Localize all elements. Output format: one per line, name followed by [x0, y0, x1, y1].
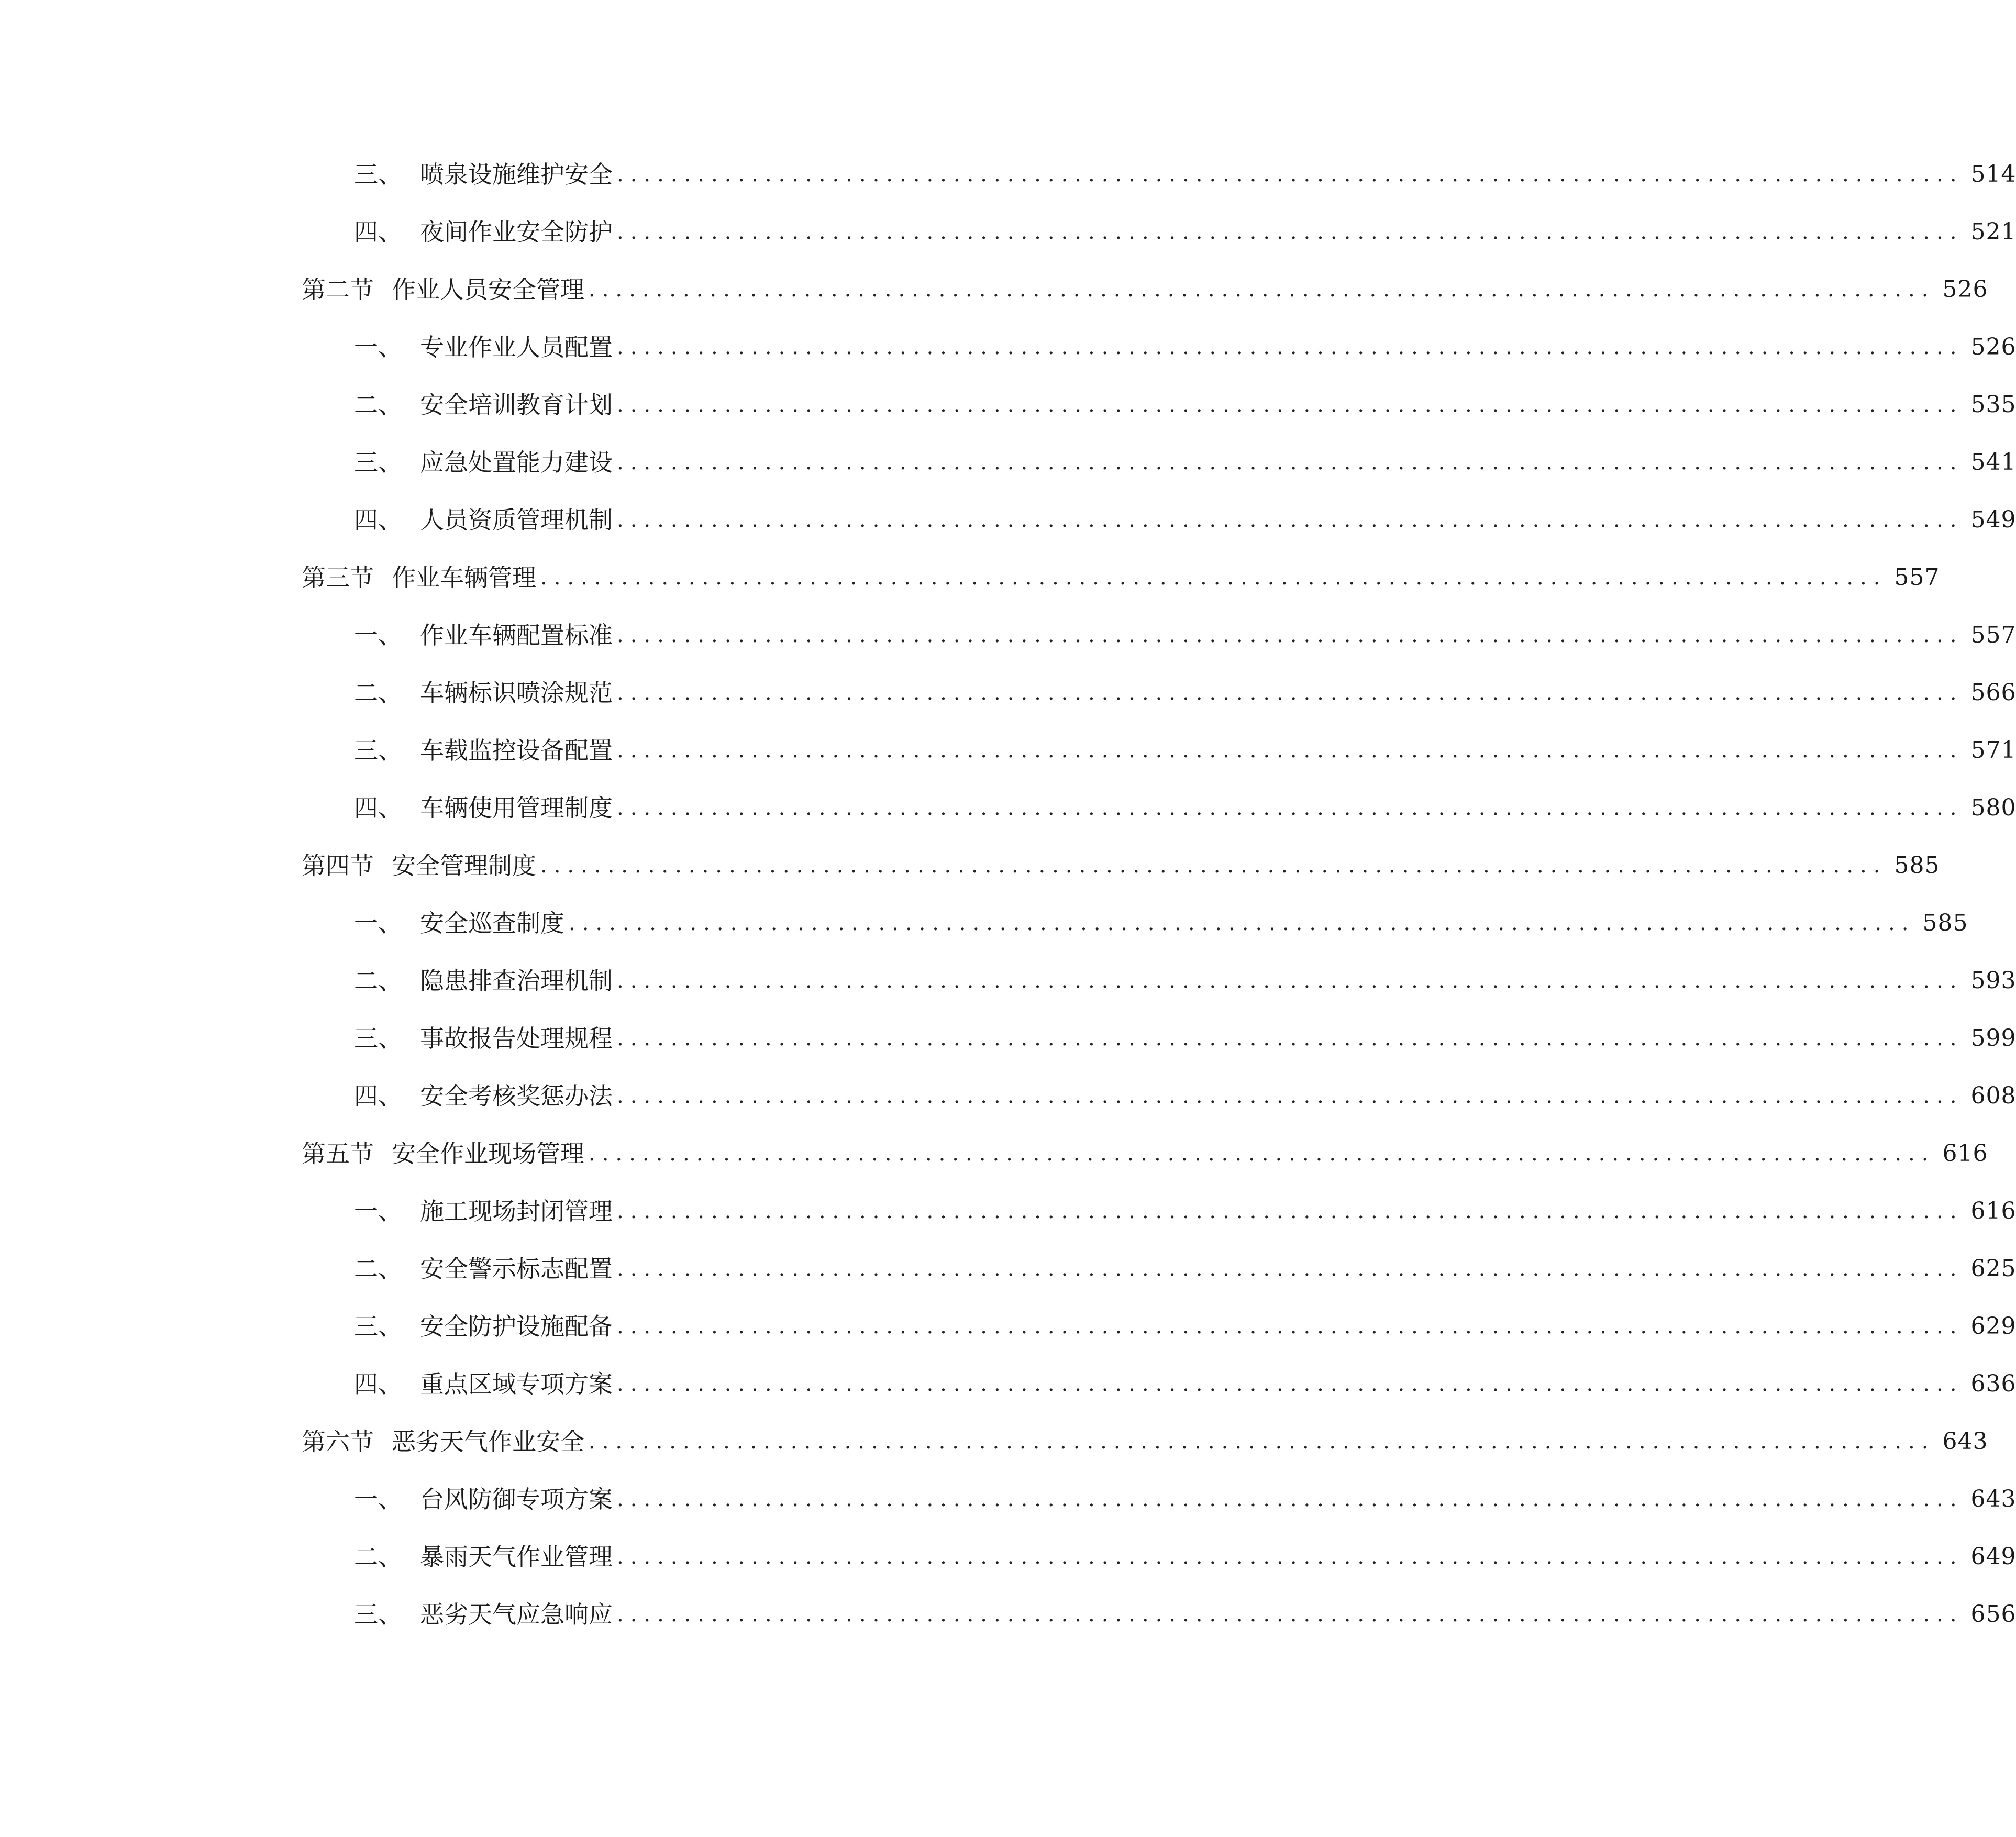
entry-title: 车辆使用管理制度: [420, 794, 613, 822]
dot-leader: ....................................................................................................: [589, 1142, 1935, 1166]
entry-number: 四、: [354, 218, 402, 246]
toc-entry[interactable]: [354, 729, 2016, 771]
page-number: 541: [1970, 449, 2016, 475]
page-number: 643: [1970, 1486, 2016, 1512]
dot-leader: ....................................................................................................: [617, 623, 1964, 647]
dot-leader: ....................................................................................................: [617, 1545, 1964, 1569]
toc-section-entry[interactable]: [302, 557, 1940, 599]
toc-entry[interactable]: [354, 1593, 2016, 1635]
dot-leader: ....................................................................................................: [569, 911, 1915, 935]
page-number: 580: [1970, 794, 2016, 821]
dot-leader: ....................................................................................................: [540, 566, 1887, 590]
entry-number: 二、: [354, 391, 402, 419]
page-number: 625: [1970, 1255, 2016, 1282]
page-number: 656: [1970, 1601, 2016, 1628]
entry-title: 隐患排查治理机制: [420, 967, 613, 995]
entry-title: 作业车辆配置标准: [420, 621, 613, 649]
page-number: 557: [1894, 564, 1940, 591]
entry-title: 安全巡查制度: [420, 909, 564, 937]
dot-leader: ....................................................................................................: [617, 508, 1964, 532]
dot-leader: ....................................................................................................: [540, 854, 1887, 878]
dot-leader: ....................................................................................................: [617, 969, 1964, 993]
toc-entry[interactable]: [354, 1536, 2016, 1578]
entry-title: 重点区域专项方案: [420, 1370, 613, 1398]
dot-leader: ....................................................................................................: [617, 681, 1964, 705]
toc-entry[interactable]: [354, 1075, 2016, 1117]
section-number: 第四节: [302, 851, 374, 880]
section-number: 第二节: [302, 275, 374, 304]
toc-entry[interactable]: [354, 787, 2016, 829]
toc-section-entry[interactable]: [302, 1133, 1988, 1175]
entry-number: 三、: [354, 1600, 402, 1629]
dot-leader: ....................................................................................................: [617, 1084, 1964, 1108]
entry-title: 施工现场封闭管理: [420, 1197, 613, 1225]
dot-leader: ....................................................................................................: [617, 796, 1964, 820]
entry-number: 三、: [354, 736, 402, 765]
entry-title: 喷泉设施维护安全: [420, 160, 613, 189]
page-number: 616: [1942, 1140, 1988, 1167]
page-number: 629: [1970, 1313, 2016, 1340]
toc-entry[interactable]: [354, 1248, 2016, 1290]
entry-number: 一、: [354, 909, 402, 937]
entry-title: 车辆标识喷涂规范: [420, 679, 613, 707]
entry-title: 安全防护设施配备: [420, 1312, 613, 1341]
entry-title: 专业作业人员配置: [420, 333, 613, 361]
dot-leader: ....................................................................................................: [589, 278, 1935, 302]
dot-leader: ....................................................................................................: [617, 162, 1964, 186]
entry-number: 四、: [354, 506, 402, 534]
page-number: 571: [1970, 737, 2016, 763]
section-title: 作业人员安全管理: [392, 275, 584, 304]
page-number: 608: [1970, 1082, 2016, 1109]
page-number: 599: [1970, 1025, 2016, 1052]
entry-number: 一、: [354, 333, 402, 361]
entry-number: 一、: [354, 621, 402, 649]
page-number: 514: [1970, 161, 2016, 187]
page-number: 549: [1970, 506, 2016, 533]
section-title: 恶劣天气作业安全: [392, 1427, 584, 1456]
entry-number: 三、: [354, 1312, 402, 1341]
toc-entry[interactable]: [354, 1190, 2016, 1232]
section-title: 作业车辆管理: [392, 563, 536, 592]
section-number: 第六节: [302, 1427, 374, 1456]
entry-number: 二、: [354, 967, 402, 995]
dot-leader: ....................................................................................................: [617, 738, 1964, 762]
toc-entry[interactable]: [354, 1363, 2016, 1405]
entry-title: 恶劣天气应急响应: [420, 1600, 613, 1629]
dot-leader: ....................................................................................................: [617, 335, 1964, 359]
page-number: 566: [1970, 679, 2016, 706]
page-number: 643: [1942, 1428, 1988, 1455]
toc-entry[interactable]: [354, 153, 2016, 195]
dot-leader: ....................................................................................................: [617, 450, 1964, 474]
page-number: 526: [1942, 276, 1988, 303]
dot-leader: ....................................................................................................: [617, 1487, 1964, 1511]
toc-entry[interactable]: [354, 499, 2016, 541]
toc-section-entry[interactable]: [302, 845, 1940, 887]
page-number: 616: [1970, 1198, 2016, 1224]
toc-entry[interactable]: [354, 960, 2016, 1002]
entry-title: 夜间作业安全防护: [420, 218, 613, 246]
entry-number: 四、: [354, 1082, 402, 1110]
toc-entry[interactable]: [354, 1305, 2016, 1347]
page-number: 526: [1970, 334, 2016, 360]
toc-entry[interactable]: [354, 441, 2016, 483]
page-number: 593: [1970, 967, 2016, 994]
entry-number: 二、: [354, 679, 402, 707]
section-number: 第五节: [302, 1139, 374, 1168]
dot-leader: ....................................................................................................: [617, 1257, 1964, 1281]
entry-number: 三、: [354, 160, 402, 189]
entry-title: 应急处置能力建设: [420, 448, 613, 477]
section-title: 安全管理制度: [392, 851, 536, 880]
dot-leader: ....................................................................................................: [617, 1314, 1964, 1338]
page-number: 557: [1970, 622, 2016, 648]
toc-entry[interactable]: [354, 1017, 2016, 1059]
toc-entry[interactable]: [354, 672, 2016, 714]
entry-title: 台风防御专项方案: [420, 1485, 613, 1513]
entry-number: 二、: [354, 1255, 402, 1283]
entry-number: 四、: [354, 1370, 402, 1398]
entry-title: 安全培训教育计划: [420, 391, 613, 419]
entry-number: 一、: [354, 1197, 402, 1225]
page-number: 649: [1970, 1543, 2016, 1570]
toc-section-entry[interactable]: [302, 269, 1988, 311]
dot-leader: ....................................................................................................: [617, 1602, 1964, 1626]
entry-title: 暴雨天气作业管理: [420, 1543, 613, 1571]
entry-number: 四、: [354, 794, 402, 822]
entry-title: 安全警示标志配置: [420, 1255, 613, 1283]
section-title: 安全作业现场管理: [392, 1139, 584, 1168]
page-number: 521: [1970, 218, 2016, 245]
toc-entry[interactable]: [354, 326, 2016, 368]
dot-leader: ....................................................................................................: [617, 220, 1964, 244]
dot-leader: ....................................................................................................: [617, 1026, 1964, 1050]
entry-number: 一、: [354, 1485, 402, 1513]
entry-number: 三、: [354, 1024, 402, 1053]
toc-section-entry[interactable]: [302, 1421, 1988, 1463]
toc-entry[interactable]: [354, 1478, 2016, 1520]
entry-title: 安全考核奖惩办法: [420, 1082, 613, 1110]
toc-entry[interactable]: [354, 384, 2016, 426]
dot-leader: ....................................................................................................: [617, 1372, 1964, 1396]
dot-leader: ....................................................................................................: [589, 1430, 1935, 1454]
entry-number: 三、: [354, 448, 402, 477]
page-number: 585: [1894, 852, 1940, 879]
page-number: 535: [1970, 391, 2016, 418]
entry-title: 事故报告处理规程: [420, 1024, 613, 1053]
dot-leader: ....................................................................................................: [617, 393, 1964, 417]
toc-entry[interactable]: [354, 614, 2016, 656]
dot-leader: ....................................................................................................: [617, 1199, 1964, 1223]
section-number: 第三节: [302, 563, 374, 592]
entry-title: 人员资质管理机制: [420, 506, 613, 534]
entry-number: 二、: [354, 1543, 402, 1571]
toc-entry[interactable]: [354, 211, 2016, 253]
page-number: 636: [1970, 1370, 2016, 1397]
page-number: 585: [1922, 910, 1968, 936]
entry-title: 车载监控设备配置: [420, 736, 613, 765]
toc-entry[interactable]: [354, 902, 1968, 944]
